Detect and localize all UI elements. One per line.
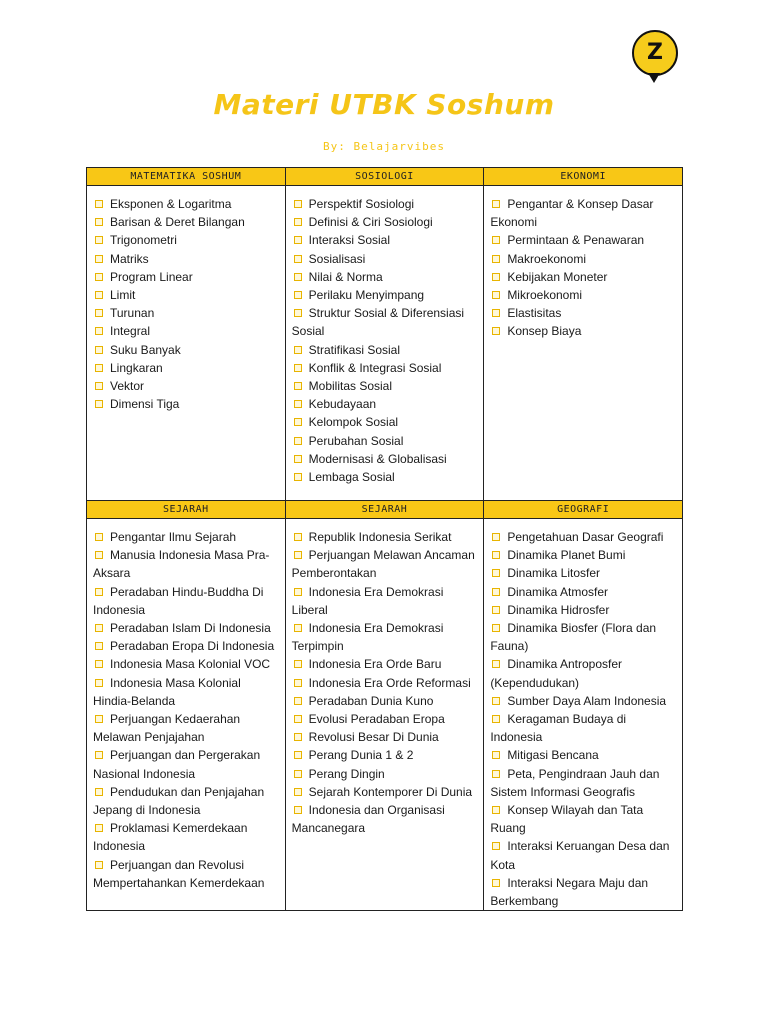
list-item	[93, 395, 280, 413]
topic-label: Kebijakan Moneter	[507, 269, 608, 284]
checkbox-icon	[95, 533, 103, 541]
topic-label: Indonesia Masa Kolonial Hindia-Belanda	[93, 675, 241, 708]
checkbox-icon	[492, 806, 500, 814]
checkbox-icon	[294, 551, 302, 559]
checkbox-icon	[294, 624, 302, 632]
list-item	[292, 432, 479, 450]
checkbox-icon	[95, 624, 103, 632]
checkbox-icon	[492, 842, 500, 850]
checkbox-icon	[294, 733, 302, 741]
topic-label: Perjuangan dan Pergerakan Nasional Indonesia	[93, 748, 261, 781]
topic-label: Indonesia Era Orde Reformasi	[308, 675, 471, 690]
topic-label: Matriks	[110, 251, 149, 266]
topic-label: Peradaban Islam Di Indonesia	[110, 621, 271, 636]
header-geografi: GEOGRAFI	[484, 501, 683, 519]
topic-label: Trigonometri	[110, 233, 177, 248]
topic-label: Makroekonomi	[507, 251, 587, 266]
topic-label: Vektor	[110, 379, 145, 394]
checkbox-icon	[294, 473, 302, 481]
list-item	[490, 746, 677, 764]
topic-label: Mitigasi Bencana	[507, 748, 599, 763]
list-item	[93, 286, 280, 304]
topic-label: Peta, Pengindraan Jauh dan Sistem Informasi Geografis	[490, 766, 660, 799]
logo-letter: Z	[647, 40, 663, 65]
topic-label: Pengantar & Konsep Dasar Ekonomi	[490, 197, 654, 230]
list-item	[292, 304, 479, 340]
list-item	[490, 837, 677, 873]
list-item	[93, 231, 280, 249]
checkbox-icon	[294, 533, 302, 541]
checkbox-icon	[95, 382, 103, 390]
list-item	[292, 583, 479, 619]
list-item	[93, 213, 280, 231]
list-item	[292, 619, 479, 655]
checkbox-icon	[95, 327, 103, 335]
header-row-2	[87, 501, 683, 519]
checkbox-icon	[95, 273, 103, 281]
checkbox-icon	[492, 606, 500, 614]
checkbox-icon	[492, 588, 500, 596]
list-item	[490, 874, 677, 910]
header-row-1	[87, 168, 683, 186]
list-item	[292, 728, 479, 746]
checkbox-icon	[95, 309, 103, 317]
list-item	[292, 250, 479, 268]
topic-label: Perjuangan dan Revolusi Mempertahankan Kemerdekaan	[93, 857, 265, 890]
topic-label: Dinamika Hidrosfer	[507, 602, 610, 617]
checkbox-icon	[95, 751, 103, 759]
topic-label: Modernisasi & Globalisasi	[308, 451, 447, 466]
topic-label: Lembaga Sosial	[308, 470, 395, 485]
topic-label: Indonesia Era Orde Baru	[308, 657, 442, 672]
checkbox-icon	[95, 824, 103, 832]
topic-label: Manusia Indonesia Masa Pra-Aksara	[93, 548, 270, 581]
list-item	[93, 341, 280, 359]
header-sosiologi: SOSIOLOGI	[285, 168, 484, 186]
checkbox-icon	[95, 642, 103, 650]
topic-label: Sosialisasi	[308, 251, 366, 266]
list-item	[292, 783, 479, 801]
list-item	[93, 546, 280, 582]
topic-label: Pengantar Ilmu Sejarah	[110, 530, 237, 544]
topic-label: Proklamasi Kemerdekaan Indonesia	[93, 821, 248, 854]
checkbox-icon	[95, 861, 103, 869]
list-item	[292, 286, 479, 304]
page-title: Materi UTBK Soshum	[213, 88, 555, 121]
topic-label: Eksponen & Logaritma	[110, 197, 232, 211]
topic-label: Perang Dunia 1 & 2	[308, 748, 414, 763]
list-item	[93, 819, 280, 855]
list-item	[93, 674, 280, 710]
topic-label: Dinamika Antroposfer (Kependudukan)	[490, 657, 623, 690]
list-ekonomi	[484, 186, 682, 341]
topic-label: Elastisitas	[507, 306, 562, 321]
checkbox-icon	[492, 533, 500, 541]
checkbox-icon	[95, 715, 103, 723]
checkbox-icon	[294, 418, 302, 426]
topic-label: Peradaban Hindu-Buddha Di Indonesia	[93, 584, 264, 617]
topic-label: Stratifikasi Sosial	[308, 342, 401, 357]
topic-label: Dinamika Planet Bumi	[507, 548, 626, 563]
header-matematika: MATEMATIKA SOSHUM	[87, 168, 286, 186]
topic-label: Peradaban Eropa Di Indonesia	[110, 639, 275, 654]
list-item	[292, 195, 479, 213]
checkbox-icon	[294, 400, 302, 408]
list-item	[292, 450, 479, 468]
list-item	[292, 268, 479, 286]
checkbox-icon	[492, 255, 500, 263]
topic-label: Perjuangan Melawan Ancaman Pemberontakan	[291, 548, 475, 581]
checkbox-icon	[95, 236, 103, 244]
topic-label: Suku Banyak	[110, 342, 181, 357]
list-item	[292, 377, 479, 395]
topic-label: Konflik & Integrasi Sosial	[308, 360, 442, 375]
topics-table	[86, 167, 683, 911]
checkbox-icon	[492, 236, 500, 244]
byline: By: Belajarvibes	[323, 140, 445, 153]
checkbox-icon	[492, 879, 500, 887]
list-item	[490, 692, 677, 710]
list-item	[292, 213, 479, 231]
topic-label: Dinamika Litosfer	[507, 566, 601, 581]
list-item	[292, 413, 479, 431]
topic-label: Indonesia dan Organisasi Mancanegara	[291, 803, 445, 836]
list-item	[292, 765, 479, 783]
cell-sejarah-1	[87, 519, 286, 911]
list-item	[490, 231, 677, 249]
cell-geografi	[484, 519, 683, 911]
checkbox-icon	[95, 551, 103, 559]
topic-label: Evolusi Peradaban Eropa	[308, 712, 445, 727]
list-item	[490, 546, 677, 564]
checkbox-icon	[95, 660, 103, 668]
topic-label: Barisan & Deret Bilangan	[110, 215, 245, 230]
list-item	[93, 746, 280, 782]
list-item	[490, 528, 677, 546]
checkbox-icon	[492, 715, 500, 723]
topic-label: Interaksi Sosial	[308, 233, 391, 248]
checkbox-icon	[492, 751, 500, 759]
topic-label: Konsep Wilayah dan Tata Ruang	[490, 803, 644, 836]
list-item	[93, 783, 280, 819]
topic-label: Perilaku Menyimpang	[308, 288, 425, 303]
checkbox-icon	[294, 715, 302, 723]
checkbox-icon	[294, 697, 302, 705]
checkbox-icon	[294, 309, 302, 317]
list-item	[490, 268, 677, 286]
checkbox-icon	[492, 200, 500, 208]
checkbox-icon	[492, 273, 500, 281]
list-item	[93, 304, 280, 322]
list-item	[93, 637, 280, 655]
checkbox-icon	[294, 751, 302, 759]
list-item	[292, 395, 479, 413]
list-item	[490, 250, 677, 268]
topic-label: Konsep Biaya	[507, 324, 582, 339]
topic-label: Dinamika Biosfer (Flora dan Fauna)	[490, 621, 657, 654]
list-item	[93, 359, 280, 377]
checkbox-icon	[294, 218, 302, 226]
checkbox-icon	[294, 588, 302, 596]
checkbox-icon	[95, 400, 103, 408]
checkbox-icon	[95, 588, 103, 596]
logo-badge	[632, 30, 678, 76]
header-sejarah-1: SEJARAH	[87, 501, 286, 519]
topic-label: Revolusi Besar Di Dunia	[308, 730, 439, 745]
topic-label: Perang Dingin	[308, 766, 385, 781]
checkbox-icon	[294, 364, 302, 372]
topic-label: Keragaman Budaya di Indonesia	[490, 712, 627, 745]
topic-label: Mobilitas Sosial	[308, 379, 393, 394]
list-item	[292, 710, 479, 728]
checkbox-icon	[95, 346, 103, 354]
checkbox-icon	[492, 697, 500, 705]
list-item	[292, 692, 479, 710]
checkbox-icon	[294, 437, 302, 445]
checkbox-icon	[95, 200, 103, 208]
list-item	[292, 546, 479, 582]
topic-label: Permintaan & Penawaran	[507, 233, 645, 248]
cell-matematika	[87, 186, 286, 501]
list-item	[292, 674, 479, 692]
list-item	[490, 322, 677, 340]
list-geografi	[484, 519, 682, 910]
topic-label: Dimensi Tiga	[110, 397, 180, 412]
topic-label: Sumber Daya Alam Indonesia	[507, 693, 667, 708]
checkbox-icon	[294, 788, 302, 796]
topic-label: Mikroekonomi	[507, 288, 583, 303]
topic-label: Integral	[110, 324, 151, 339]
checkbox-icon	[294, 291, 302, 299]
list-item	[93, 710, 280, 746]
checkbox-icon	[294, 200, 302, 208]
list-item	[490, 583, 677, 601]
list-matematika	[87, 186, 285, 413]
list-item	[490, 601, 677, 619]
topic-label: Indonesia Era Demokrasi Liberal	[291, 584, 444, 617]
list-sejarah-2	[286, 519, 484, 837]
topic-label: Peradaban Dunia Kuno	[308, 693, 434, 708]
checkbox-icon	[95, 364, 103, 372]
topic-label: Perubahan Sosial	[308, 433, 404, 448]
checkbox-icon	[294, 273, 302, 281]
list-item	[490, 801, 677, 837]
checkbox-icon	[492, 309, 500, 317]
checkbox-icon	[294, 770, 302, 778]
topic-label: Lingkaran	[110, 360, 163, 375]
topic-label: Turunan	[110, 306, 155, 321]
checkbox-icon	[95, 255, 103, 263]
topic-label: Kelompok Sosial	[308, 415, 399, 430]
topic-label: Pendudukan dan Penjajahan Jepang di Indonesia	[93, 784, 265, 818]
list-item	[292, 341, 479, 359]
checkbox-icon	[294, 679, 302, 687]
checkbox-icon	[492, 327, 500, 335]
list-item	[93, 322, 280, 340]
list-item	[292, 528, 479, 546]
list-item	[93, 655, 280, 673]
list-item	[490, 655, 677, 691]
list-item	[93, 268, 280, 286]
content-row-2	[87, 519, 683, 911]
topic-label: Limit	[110, 288, 136, 303]
list-item	[93, 583, 280, 619]
list-item	[490, 195, 677, 231]
content-row-1	[87, 186, 683, 501]
checkbox-icon	[492, 624, 500, 632]
topic-label: Perspektif Sosiologi	[308, 197, 415, 211]
list-item	[93, 619, 280, 637]
list-item	[292, 746, 479, 764]
list-item	[292, 359, 479, 377]
list-item	[93, 250, 280, 268]
checkbox-icon	[492, 551, 500, 559]
topic-label: Interaksi Keruangan Desa dan Kota	[490, 839, 670, 872]
checkbox-icon	[294, 236, 302, 244]
list-item	[292, 655, 479, 673]
cell-sosiologi	[285, 186, 484, 501]
topic-label: Interaksi Negara Maju dan Berkembang	[490, 875, 649, 909]
topic-label: Kebudayaan	[308, 397, 377, 412]
topic-label: Struktur Sosial & Diferensiasi Sosial	[291, 306, 465, 339]
checkbox-icon	[294, 660, 302, 668]
list-sosiologi	[286, 186, 484, 486]
checkbox-icon	[492, 569, 500, 577]
topic-label: Program Linear	[110, 269, 193, 284]
topic-label: Dinamika Atmosfer	[507, 584, 609, 599]
list-item	[490, 286, 677, 304]
checkbox-icon	[95, 291, 103, 299]
list-item	[490, 304, 677, 322]
topic-label: Sejarah Kontemporer Di Dunia	[308, 784, 473, 799]
checkbox-icon	[492, 660, 500, 668]
checkbox-icon	[294, 346, 302, 354]
checkbox-icon	[294, 806, 302, 814]
cell-ekonomi	[484, 186, 683, 501]
checkbox-icon	[294, 382, 302, 390]
topic-label: Pengetahuan Dasar Geografi	[507, 530, 664, 544]
cell-sejarah-2	[285, 519, 484, 911]
list-sejarah-1	[87, 519, 285, 892]
checkbox-icon	[492, 770, 500, 778]
list-item	[490, 710, 677, 746]
topic-label: Perjuangan Kedaerahan Melawan Penjajahan	[93, 712, 241, 745]
topic-label: Definisi & Ciri Sosiologi	[308, 215, 433, 230]
checkbox-icon	[95, 788, 103, 796]
header-sejarah-2: SEJARAH	[285, 501, 484, 519]
checkbox-icon	[95, 218, 103, 226]
list-item	[490, 765, 677, 801]
topic-label: Indonesia Era Demokrasi Terpimpin	[291, 621, 444, 654]
checkbox-icon	[492, 291, 500, 299]
topic-label: Republik Indonesia Serikat	[308, 530, 452, 544]
list-item	[292, 468, 479, 486]
list-item	[490, 564, 677, 582]
header-ekonomi: EKONOMI	[484, 168, 683, 186]
list-item	[93, 377, 280, 395]
checkbox-icon	[294, 455, 302, 463]
list-item	[292, 801, 479, 837]
checkbox-icon	[95, 679, 103, 687]
checkbox-icon	[294, 255, 302, 263]
list-item	[292, 231, 479, 249]
list-item	[93, 528, 280, 546]
list-item	[490, 619, 677, 655]
list-item	[93, 856, 280, 892]
list-item	[93, 195, 280, 213]
topic-label: Nilai & Norma	[308, 269, 383, 284]
topic-label: Indonesia Masa Kolonial VOC	[110, 657, 271, 672]
